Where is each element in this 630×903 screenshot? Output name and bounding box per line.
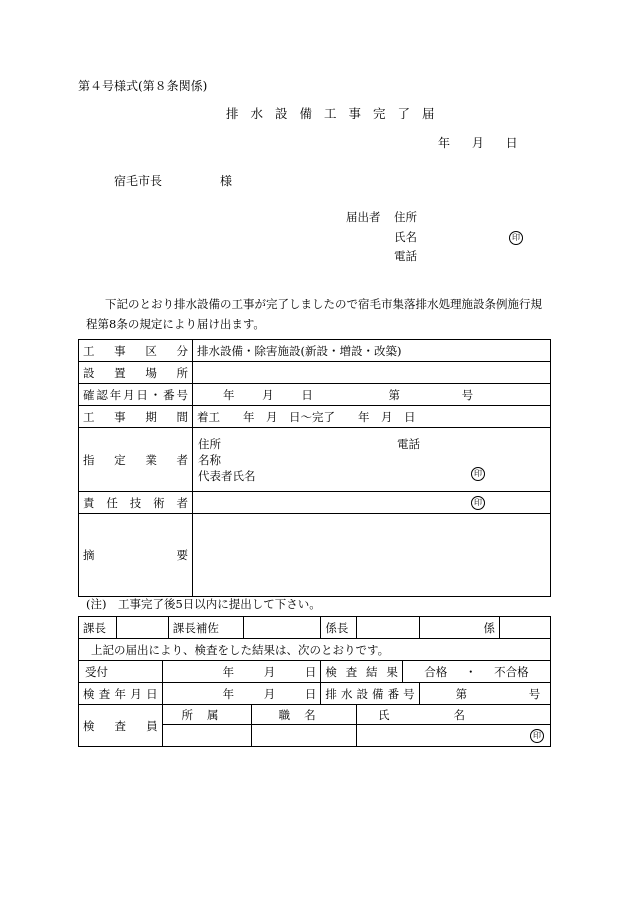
contractor-phone-label: 電話 [397, 437, 420, 451]
contractor-name-label: 名称 [198, 453, 221, 467]
submission-date: 年 月 日 [438, 136, 518, 150]
table-row [79, 340, 551, 362]
table-row [79, 362, 551, 384]
deputy-label: 課長補佐 [168, 617, 243, 639]
receipt-label-cell [79, 661, 163, 683]
confirm-dai: 第 [388, 387, 400, 402]
statement-line-1: 下記のとおり排水設備の工事が完了しましたので宿毛市集落排水処理施設条例施行規 [105, 297, 542, 311]
inspection-month: 月 [263, 686, 276, 701]
contractor-address-label: 住所 [198, 437, 221, 451]
engineer-label: 責任技術者 [79, 492, 193, 514]
contractor-rep-label: 代表者氏名 [198, 469, 256, 483]
engineer-field[interactable] [193, 492, 551, 514]
inspection-date-field[interactable] [162, 683, 321, 705]
install-place-field[interactable] [193, 362, 551, 384]
work-type-value: 排水設備・除害施設(新設・増設・改築) [193, 340, 551, 362]
table-row [79, 639, 551, 661]
receipt-year: 年 [222, 664, 235, 679]
remarks-field[interactable] [193, 514, 551, 597]
inspector-name-field[interactable] [356, 725, 550, 747]
receipt-date-field[interactable] [162, 661, 321, 683]
sub-chief-seal-field[interactable] [356, 617, 419, 639]
table-row [79, 617, 551, 639]
facility-number-field[interactable] [419, 683, 550, 705]
result-separator: ・ [464, 664, 477, 679]
facility-dai: 第 [455, 686, 468, 701]
inspection-result-field[interactable] [402, 661, 550, 683]
confirm-day: 日 [301, 387, 313, 402]
inspection-year: 年 [222, 686, 235, 701]
inspection-result-label: 検査結果 [321, 661, 402, 683]
form-number: 第４号様式(第８条関係) [78, 79, 208, 93]
contractor-field[interactable] [193, 428, 551, 492]
receipt-month: 月 [263, 664, 276, 679]
inspection-day: 日 [304, 686, 317, 701]
applicant-address-label: 住所 [394, 210, 417, 224]
applicant-seal-icon: 印 [509, 231, 523, 245]
table-row [79, 683, 551, 705]
sub-chief-label: 係長 [321, 617, 357, 639]
honorific: 様 [220, 174, 233, 188]
table-row [79, 661, 551, 683]
fail-option[interactable]: 不合格 [494, 664, 529, 679]
table-row [79, 428, 551, 492]
applicant-label: 届出者 [346, 210, 381, 224]
applicant-phone-label: 電話 [394, 249, 417, 263]
table-row [79, 705, 551, 725]
inspection-date-label: 検査年月日 [79, 683, 163, 705]
contractor-seal-icon: 印 [471, 467, 485, 481]
table-row [79, 492, 551, 514]
table-row [79, 406, 551, 428]
confirm-label: 確認年月日・番号 [79, 384, 193, 406]
receipt-day: 日 [304, 664, 317, 679]
applicant-name-label: 氏名 [394, 230, 417, 244]
submission-note: (注) 工事完了後5日以内に提出して下さい。 [86, 597, 321, 611]
result-sentence: 上記の届出により、検査をした結果は、次のとおりです。 [79, 639, 551, 661]
chief-seal-field[interactable] [116, 617, 168, 639]
table-row [79, 514, 551, 597]
inspector-position-field[interactable] [252, 725, 356, 747]
completion-table [78, 339, 551, 597]
engineer-seal-icon: 印 [471, 496, 485, 510]
document-title: 排水設備工事完了届 [226, 106, 447, 121]
confirm-year: 年 [223, 387, 235, 402]
confirm-field[interactable] [193, 384, 551, 406]
period-value[interactable]: 着工 年 月 日〜完了 年 月 日 [193, 406, 551, 428]
work-type-label: 工事区分 [79, 340, 193, 362]
install-place-label: 設置場所 [79, 362, 193, 384]
facility-number-label: 排水設備番号 [321, 683, 419, 705]
inspector-position-header: 職名 [252, 705, 356, 725]
staff-label: 係 [419, 617, 499, 639]
inspector-label: 検査員 [79, 705, 163, 747]
table-row [79, 384, 551, 406]
statement-paragraph [78, 294, 556, 334]
confirm-month: 月 [262, 387, 274, 402]
remarks-label: 摘要 [79, 514, 193, 597]
receipt-label: 受付 [85, 664, 108, 679]
contractor-label: 指定業者 [79, 428, 193, 492]
chief-label: 課長 [79, 617, 117, 639]
inspector-dept-field[interactable] [162, 725, 252, 747]
inspector-name-header: 氏名 [356, 705, 550, 725]
deputy-seal-field[interactable] [244, 617, 321, 639]
period-label: 工事期間 [79, 406, 193, 428]
inspector-seal-icon: 印 [530, 729, 544, 743]
confirm-go: 号 [461, 387, 474, 402]
pass-option[interactable]: 合格 [424, 664, 448, 679]
inspector-dept-header: 所属 [162, 705, 252, 725]
staff-seal-field[interactable] [499, 617, 550, 639]
statement-line-2: 程第8条の規定により届け出ます。 [86, 317, 265, 331]
addressee: 宿毛市長 [114, 174, 163, 188]
office-use-table [78, 616, 551, 747]
facility-go: 号 [528, 686, 541, 701]
